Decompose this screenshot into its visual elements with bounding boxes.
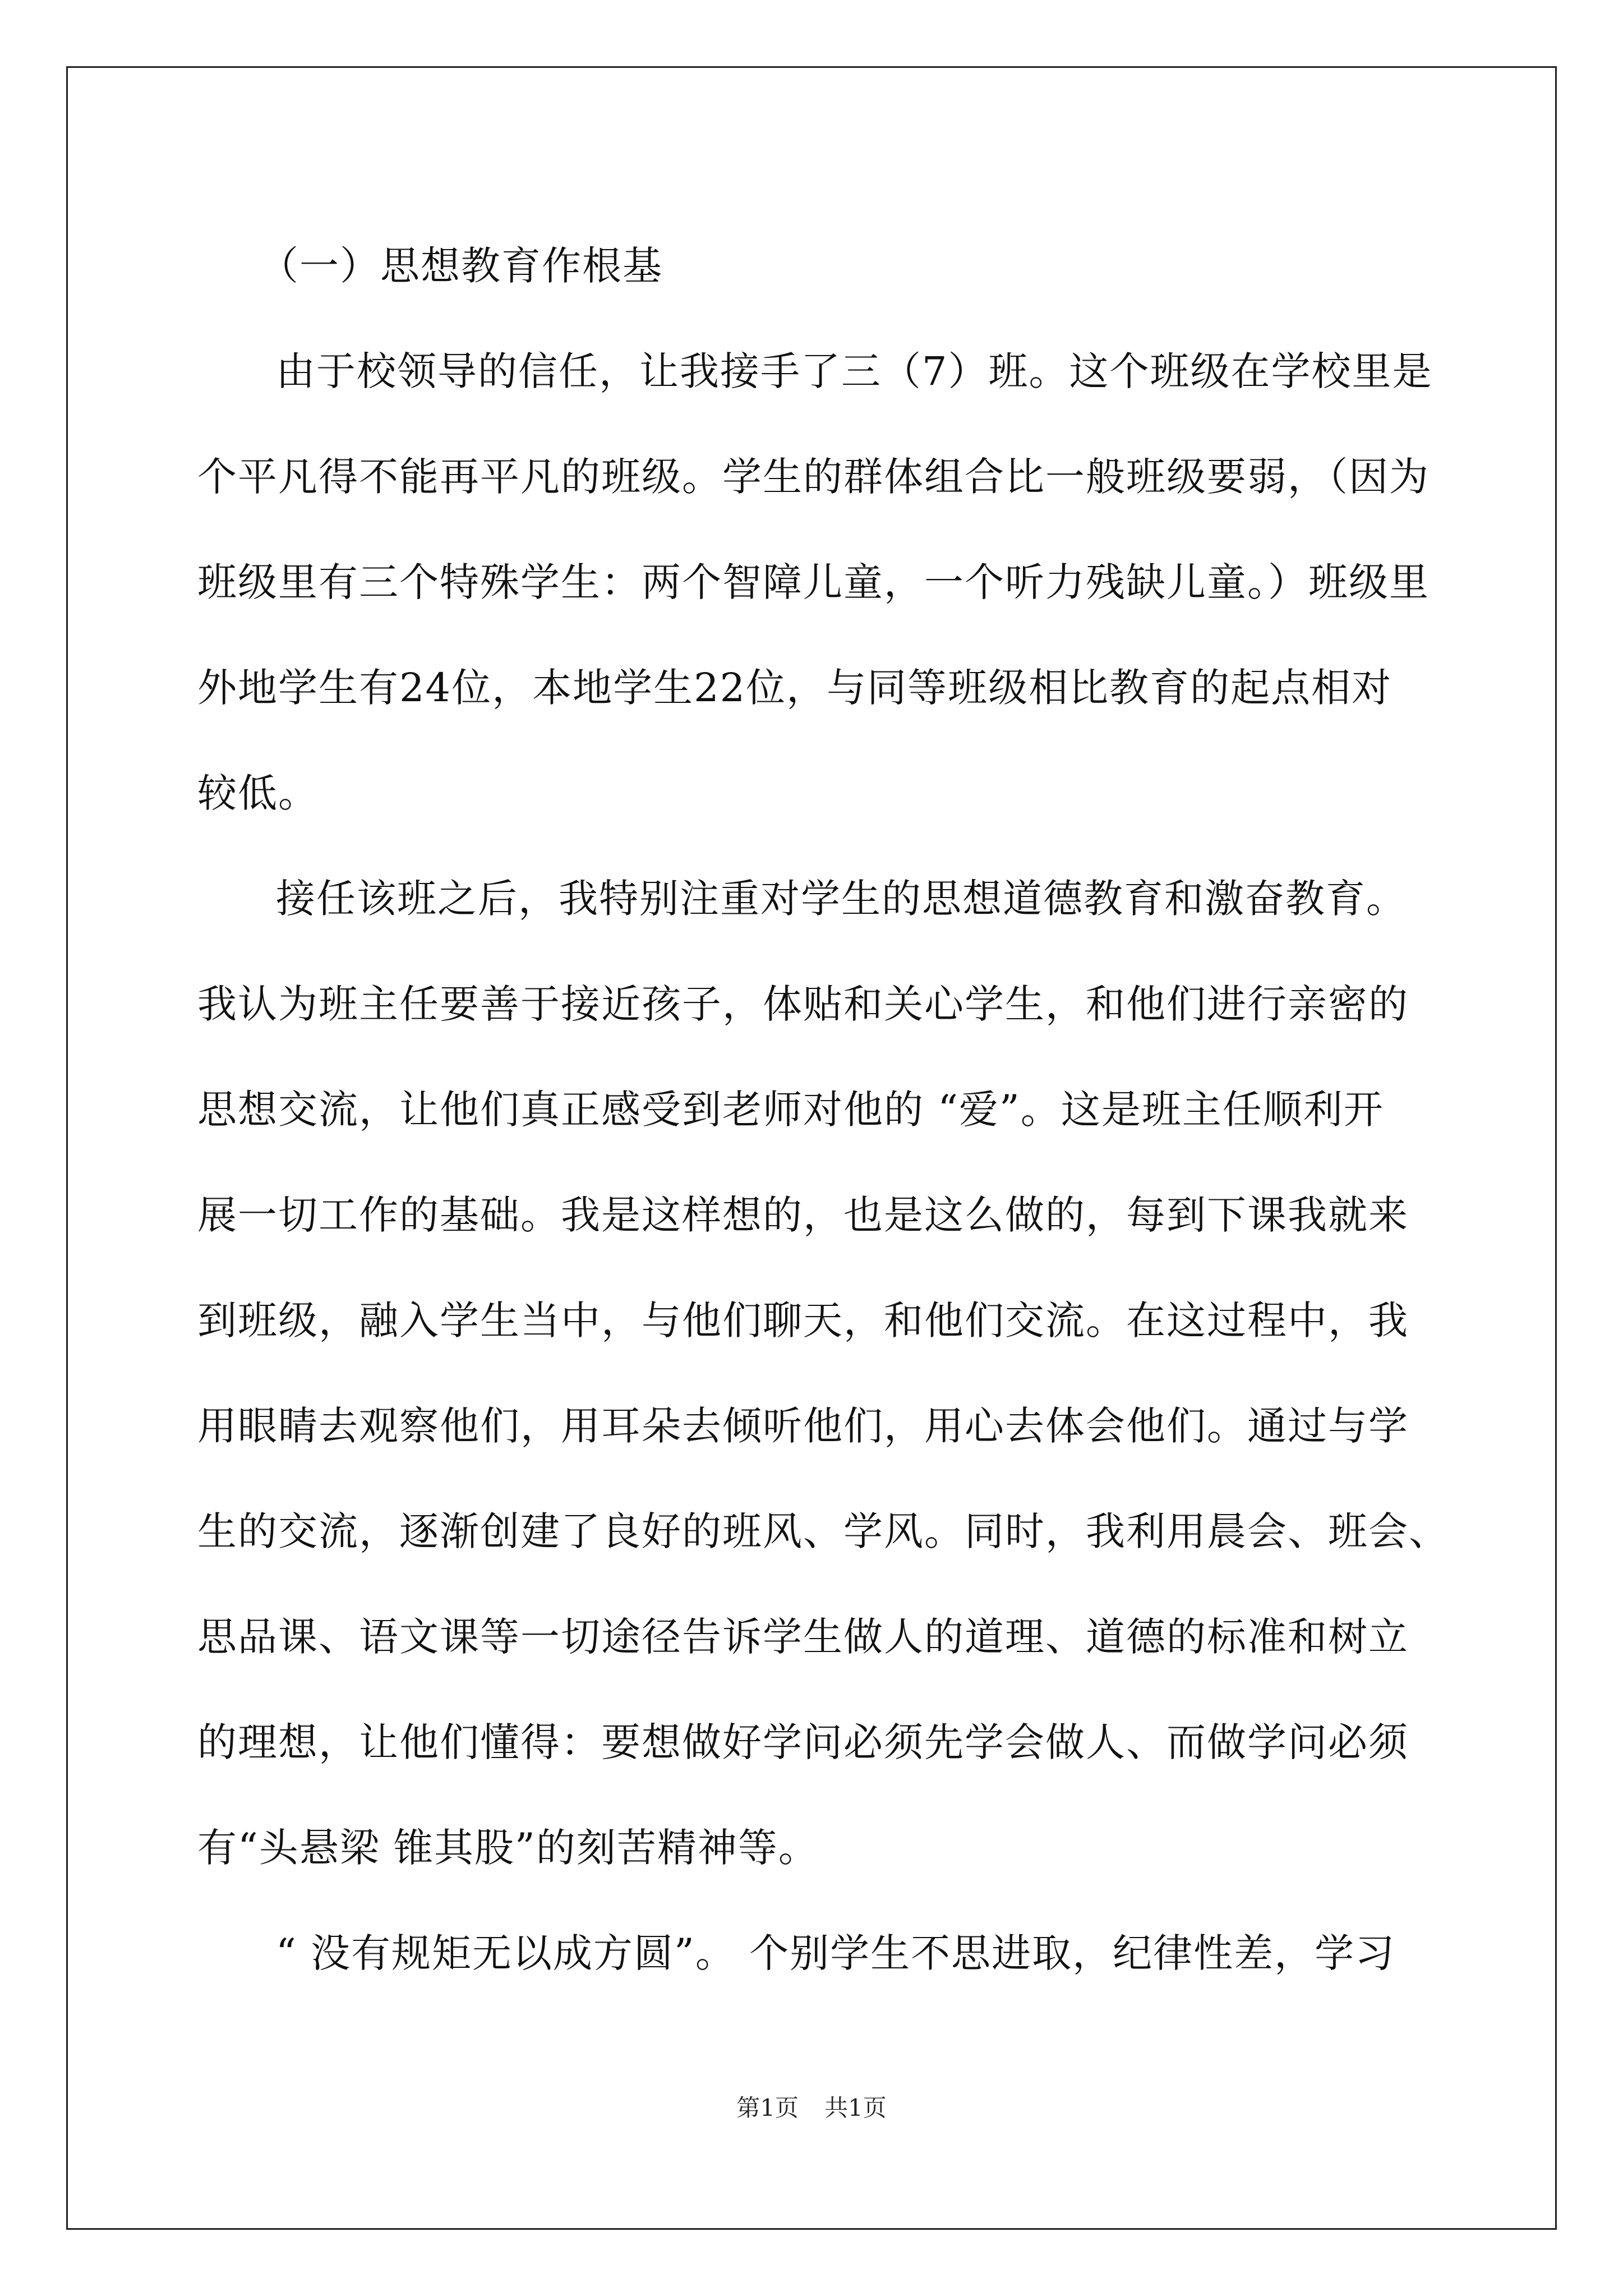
paragraph-line: 到班级，融入学生当中，与他们聊天，和他们交流。在这过程中，我	[197, 1297, 1409, 1343]
document-body	[197, 213, 1449, 2006]
section-heading: （一）思想教育作根基	[259, 243, 663, 289]
paragraph-line: 较低。	[197, 770, 319, 816]
paragraph-line: 由于校领导的信任，让我接手了三（7）班。这个班级在学校里是	[276, 348, 1433, 394]
paragraph-line: 班级里有三个特殊学生：两个智障儿童，一个听力残缺儿童。）班级里	[197, 559, 1430, 605]
paragraph-line: 生的交流，逐渐创建了良好的班风、学风。同时，我利用晨会、班会、	[197, 1508, 1449, 1554]
page-number: 第1页	[736, 2094, 799, 2122]
total-pages: 共1页	[824, 2094, 887, 2122]
paragraph-line: 思想交流，让他们真正感受到老师对他的 “爱”。这是班主任顺利开	[197, 1087, 1384, 1133]
paragraph-line: 外地学生有24位，本地学生22位，与同等班级相比教育的起点相对	[197, 665, 1393, 711]
paragraph-line: 有“头悬梁 锥其股”的刻苦精神等。	[197, 1825, 819, 1871]
page-footer	[0, 2091, 1623, 2125]
paragraph-line: 个平凡得不能再平凡的班级。学生的群体组合比一般班级要弱，（因为	[197, 454, 1430, 500]
paragraph-line: 接任该班之后，我特别注重对学生的思想道德教育和激奋教育。	[276, 876, 1407, 922]
paragraph-line: 用眼睛去观察他们，用耳朵去倾听他们，用心去体会他们。通过与学	[197, 1403, 1409, 1449]
paragraph-line: 思品课、语文课等一切途径告诉学生做人的道理、道德的标准和树立	[197, 1614, 1409, 1660]
paragraph-line: 的理想，让他们懂得：要想做好学问必须先学会做人、而做学问必须	[197, 1719, 1409, 1765]
paragraph-line: 展一切工作的基础。我是这样想的，也是这么做的，每到下课我就来	[197, 1192, 1409, 1238]
paragraph-line: “ 没有规矩无以成方圆”。 个别学生不思进取，纪律性差，学习	[276, 1930, 1396, 1976]
paragraph-line: 我认为班主任要善于接近孩子，体贴和关心学生，和他们进行亲密的	[197, 981, 1409, 1027]
